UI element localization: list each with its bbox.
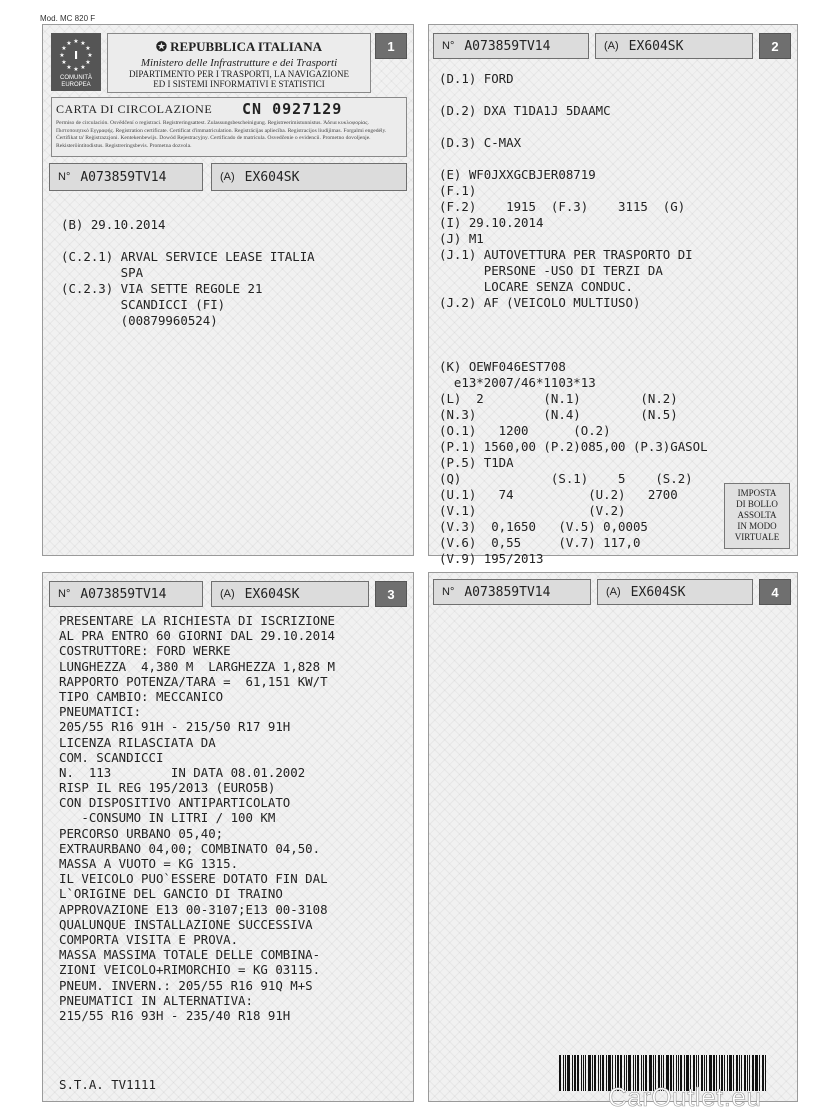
plate-number: EX604SK <box>630 584 686 600</box>
text-line: RAPPORTO POTENZA/TARA = 61,151 KW/T <box>59 673 328 689</box>
card-title-box <box>51 97 407 157</box>
text-line: (J) M1 <box>439 231 484 246</box>
text-line: PERCORSO URBANO 05,40; <box>59 825 224 841</box>
barcode-bar <box>602 1055 604 1091</box>
barcode-bar <box>606 1055 607 1091</box>
a-label: (A) <box>604 40 619 52</box>
barcode-bar <box>588 1055 591 1091</box>
a-label: (A) <box>606 586 621 598</box>
barcode-bar <box>563 1055 564 1091</box>
text-line: COSTRUTTORE: FORD WERKE <box>59 643 231 659</box>
reg-number: A073859TV14 <box>464 584 551 600</box>
eu-label: COMUNITÀ EUROPEA <box>60 75 92 88</box>
plate-box <box>211 163 407 191</box>
stamp-line: VIRTUALE <box>734 532 780 542</box>
header-line1: REPUBBLICA ITALIANA <box>170 39 322 54</box>
panel-1 <box>42 24 414 556</box>
text-line: (V.3) 0,1650 (V.5) 0,0005 <box>439 519 648 534</box>
barcode-bar <box>765 1055 766 1091</box>
barcode-bar <box>600 1055 601 1091</box>
panel-3 <box>42 572 414 1102</box>
text-line: PNEUMATICI: <box>59 704 142 720</box>
stamp-line: IN MODO <box>737 521 777 531</box>
panel-number-2: 2 <box>759 33 791 59</box>
svg-text:★: ★ <box>80 64 86 71</box>
text-line: (Q) (S.1) 5 (S.2) <box>439 471 693 486</box>
form-code: Mod. MC 820 F <box>40 14 96 23</box>
stamp-line: ASSOLTA <box>737 510 777 520</box>
text-line: (C.2.3) VIA SETTE REGOLE 21 <box>61 281 263 296</box>
text-line: (B) 29.10.2014 <box>61 217 166 232</box>
stamp-line: IMPOSTA <box>737 488 777 498</box>
text-line: (V.9) 195/2013 <box>439 551 544 566</box>
svg-text:★: ★ <box>66 40 72 47</box>
header-line4: ED I SISTEMI INFORMATIVI E STATISTICI <box>153 79 325 89</box>
reg-number: A073859TV14 <box>464 38 551 54</box>
text-line: MASSA A VUOTO = KG 1315. <box>59 856 239 871</box>
svg-text:★: ★ <box>85 59 91 66</box>
panel-number-4: 4 <box>759 579 791 605</box>
n-label: N° <box>58 588 71 600</box>
text-line: 205/55 R16 91H - 215/50 R17 91H <box>59 719 291 735</box>
text-line: AL PRA ENTRO 60 GIORNI DAL 29.10.2014 <box>59 628 336 644</box>
n-label: N° <box>58 171 71 183</box>
a-label: (A) <box>220 588 235 600</box>
svg-text:★: ★ <box>61 45 67 52</box>
barcode-bar <box>583 1055 584 1091</box>
text-line: (P.5) T1DA <box>439 455 514 470</box>
reg-number-box <box>433 33 589 59</box>
text-line: (V.1) (V.2) <box>439 503 626 518</box>
barcode-bar <box>581 1055 582 1091</box>
text-line: (J.2) AF (VEICOLO MULTIUSO) <box>439 295 641 310</box>
text-line: PNEUM. INVERN.: 205/55 R16 91Q M+S <box>59 977 313 993</box>
svg-text:★: ★ <box>61 59 67 66</box>
text-line: IL VEICOLO PUO`ESSERE DOTATO FIN DAL <box>59 871 328 887</box>
barcode-bar <box>598 1055 599 1091</box>
svg-text:I: I <box>73 49 79 62</box>
text-line: (J.1) AUTOVETTURA PER TRASPORTO DI <box>439 247 693 262</box>
text-line: (D.3) C-MAX <box>439 135 522 150</box>
text-line: ZIONI VEICOLO+RIMORCHIO = KG 03115. <box>59 962 321 978</box>
svg-text:★: ★ <box>73 38 79 45</box>
card-title: CARTA DI CIRCOLAZIONE <box>56 102 213 116</box>
text-line: (N.3) (N.4) (N.5) <box>439 407 678 422</box>
card-number: CN 0927129 <box>242 100 343 118</box>
text-line: (U.1) 74 (U.2) 2700 <box>439 487 678 502</box>
text-line: COMPORTA VISITA E PROVA. <box>59 931 239 947</box>
panel3-text <box>59 613 335 1023</box>
text-line: (D.1) FORD <box>439 71 514 86</box>
text-line: (K) OEWF046EST708 <box>439 359 566 374</box>
sta-footer: S.T.A. TV1111 <box>59 1077 156 1092</box>
barcode-bar <box>574 1055 576 1091</box>
text-line <box>439 327 708 343</box>
multilang-text: Permiso de circulación. Osvědčení o registraci. Registreringsattest. Zulassungsbescheinigung. Registreerimistunnistus. Άδεια κυκλοφορίας. Πιστοποιητικό Εγγραφής. Registration certificate. Certificat d'immatriculation. Registrácijas apliecība. Registracijos liudijimas. Forgalmi engedély. Ċertifikat ta' Reġistrazzjoni. Kentekenbewijs. Dowód Rejestracyjny. Certificado de matrícula. Osvedčenie o evidencii. Prometno dovoljenje. Rekisteröintitodistus. Registreringsbevis. Prometna dozvola. <box>56 120 387 149</box>
panel-number-1: 1 <box>375 33 407 59</box>
barcode-bar <box>585 1055 586 1091</box>
reg-number: A073859TV14 <box>80 169 167 185</box>
barcode-bar <box>592 1055 593 1091</box>
panel-2 <box>428 24 798 566</box>
plate-box <box>595 33 753 59</box>
svg-text:★: ★ <box>59 52 65 59</box>
text-line <box>439 119 708 135</box>
reg-number-box <box>433 579 591 605</box>
text-line: LOCARE SENZA CONDUC. <box>439 279 633 294</box>
tax-stamp <box>724 483 790 549</box>
text-line: 215/55 R16 93H - 235/40 R18 91H <box>59 1007 291 1023</box>
n-label: N° <box>442 40 455 52</box>
text-line <box>439 151 708 167</box>
text-line <box>61 233 315 249</box>
plate-number: EX604SK <box>244 586 300 602</box>
text-line: MASSA MASSIMA TOTALE DELLE COMBINA- <box>59 947 321 963</box>
panel2-text <box>439 71 708 567</box>
text-line: TIPO CAMBIO: MECCANICO <box>59 688 224 704</box>
a-label: (A) <box>220 171 235 183</box>
barcode-bar <box>567 1055 570 1091</box>
plate-box <box>211 581 369 607</box>
text-line: (C.2.1) ARVAL SERVICE LEASE ITALIA <box>61 249 315 264</box>
text-line: (P.1) 1560,00 (P.2)085,00 (P.3)GASOL <box>439 439 708 454</box>
barcode-bar <box>577 1055 579 1091</box>
plate-number: EX604SK <box>244 169 300 185</box>
barcode-bar <box>594 1055 596 1091</box>
barcode-bar <box>559 1055 561 1091</box>
text-line: (O.1) 1200 (O.2) <box>439 423 611 438</box>
text-line: L`ORIGINE DEL GANCIO DI TRAINO <box>59 886 283 902</box>
text-line: EXTRAURBANO 04,00; COMBINATO 04,50. <box>59 840 321 856</box>
svg-text:★: ★ <box>85 45 91 52</box>
plate-number: EX604SK <box>628 38 684 54</box>
republic-header <box>107 33 371 93</box>
svg-text:★: ★ <box>73 66 79 73</box>
barcode-bar <box>572 1055 573 1091</box>
text-line: RISP IL REG 195/2013 (EURO5B) <box>59 780 276 796</box>
text-line: SCANDICCI (FI) <box>61 297 226 312</box>
barcode-bar <box>565 1055 566 1091</box>
panel1-text <box>61 217 315 329</box>
text-line: (V.6) 0,55 (V.7) 117,0 <box>439 535 641 550</box>
eu-stars-icon <box>56 37 96 73</box>
text-line: PERSONE -USO DI TERZI DA <box>439 263 663 278</box>
header-line3: DIPARTIMENTO PER I TRASPORTI, LA NAVIGAZIONE <box>128 69 350 79</box>
emblem-icon: ✪ <box>156 39 167 54</box>
reg-number-box <box>49 163 203 191</box>
text-line: QUALUNQUE INSTALLAZIONE SUCCESSIVA <box>59 916 313 932</box>
plate-box <box>597 579 753 605</box>
svg-text:★: ★ <box>80 40 86 47</box>
text-line: (I) 29.10.2014 <box>439 215 544 230</box>
text-line: PNEUMATICI IN ALTERNATIVA: <box>59 992 253 1008</box>
text-line: (F.2) 1915 (F.3) 3115 (G) <box>439 199 686 214</box>
text-line: N. 113 IN DATA 08.01.2002 <box>59 764 306 780</box>
eu-flag <box>51 33 101 91</box>
text-line: LICENZA RILASCIATA DA <box>59 734 216 750</box>
text-line <box>439 343 708 359</box>
panel-number-3: 3 <box>375 581 407 607</box>
text-line: (E) WF0JXXGCBJER08719 <box>439 167 596 182</box>
text-line: PRESENTARE LA RICHIESTA DI ISCRIZIONE <box>59 613 336 628</box>
header-line2: Ministero delle Infrastrutture e dei Trasporti <box>140 57 338 69</box>
text-line: LUNGHEZZA 4,380 M LARGHEZZA 1,828 M <box>59 658 336 674</box>
reg-number-box <box>49 581 203 607</box>
text-line: (F.1) <box>439 183 477 198</box>
text-line: e13*2007/46*1103*13 <box>439 375 596 390</box>
text-line: COM. SCANDICCI <box>59 749 164 765</box>
text-line: (00879960524) <box>61 313 218 328</box>
text-line: (D.2) DXA T1DA1J 5DAAMC <box>439 103 611 118</box>
watermark: CarOutlet.eu <box>608 1082 762 1112</box>
svg-text:★: ★ <box>66 64 72 71</box>
text-line: SPA <box>61 265 144 280</box>
barcode-bar <box>762 1055 764 1091</box>
panel-4 <box>428 572 798 1102</box>
text-line: -CONSUMO IN LITRI / 100 KM <box>59 810 276 826</box>
text-line: APPROVAZIONE E13 00-3107;E13 00-3108 <box>59 901 328 917</box>
stamp-line: DI BOLLO <box>736 499 778 509</box>
text-line <box>439 311 708 327</box>
text-line: (L) 2 (N.1) (N.2) <box>439 391 678 406</box>
svg-text:★: ★ <box>87 52 93 59</box>
reg-number: A073859TV14 <box>80 586 167 602</box>
text-line: CON DISPOSITIVO ANTIPARTICOLATO <box>59 795 291 811</box>
n-label: N° <box>442 586 455 598</box>
text-line <box>439 87 708 103</box>
